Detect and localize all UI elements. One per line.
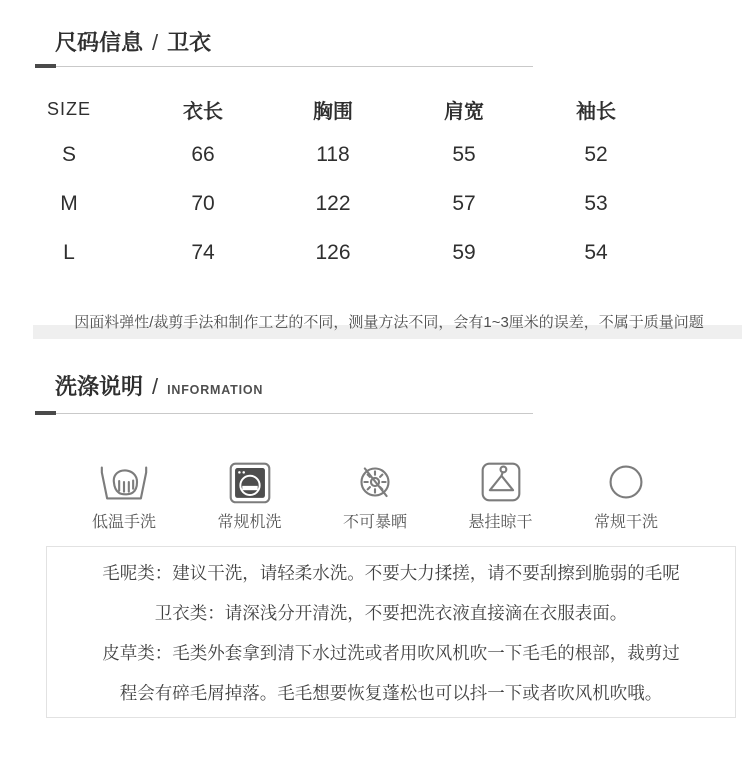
- size-title-sub: 卫衣: [167, 30, 212, 55]
- header-sleeve: 袖长: [576, 100, 616, 123]
- cell-value: 122: [315, 191, 351, 215]
- care-text-line: 毛呢类：建议干洗，请轻柔水洗。不要大力揉搓，请不要刮擦到脆弱的毛呢: [102, 563, 680, 583]
- wash-section-header: [55, 372, 750, 405]
- table-row: [0, 179, 750, 228]
- hang-dry-icon: [447, 455, 555, 509]
- underline-accent-block: [35, 64, 56, 68]
- dry-clean-icon: [572, 455, 680, 509]
- note-text: 因面料弹性/裁剪手法和制作工艺的不同，测量方法不同，会有1~3厘米的误差，不属于质量问题: [74, 314, 704, 331]
- care-icon-label: 不可暴晒: [342, 514, 407, 531]
- size-table-header-row: [0, 88, 750, 130]
- size-title-cn: 尺码信息: [55, 30, 144, 55]
- care-text-line: 皮草类：毛类外套拿到清下水过洗或者用吹风机吹一下毛毛的根部，裁剪过: [102, 643, 680, 663]
- care-icon-item: [572, 455, 680, 533]
- care-icon-label: 低温手洗: [91, 514, 156, 531]
- header-shoulder: 肩宽: [444, 100, 484, 123]
- title-separator: /: [152, 374, 159, 399]
- title-separator: /: [152, 30, 159, 55]
- cell-value: 74: [191, 240, 215, 264]
- cell-value: 70: [191, 191, 215, 215]
- no-sun-icon: [321, 455, 429, 509]
- cell-value: 126: [315, 240, 351, 264]
- wash-title-cn: 洗涤说明: [55, 374, 144, 399]
- underline-accent-block: [35, 411, 56, 415]
- care-icon-item: [196, 455, 304, 533]
- cell-value: 57: [452, 191, 476, 215]
- cell-value: 52: [584, 142, 608, 166]
- row-size-label: L: [63, 240, 75, 264]
- size-section-underline: [35, 64, 533, 68]
- care-icon-label: 悬挂晾干: [468, 514, 533, 531]
- care-icons-row: [70, 455, 680, 533]
- underline-thin-rule: [35, 66, 533, 67]
- hand-wash-icon: [70, 455, 178, 509]
- cell-value: 53: [584, 191, 608, 215]
- wash-title-en: INFORMATION: [167, 383, 264, 397]
- header-chest: 胸围: [313, 100, 353, 123]
- wash-section-underline: [35, 411, 533, 415]
- table-row: [0, 228, 750, 277]
- care-icon-label: 常规机洗: [217, 514, 282, 531]
- wash-section-title: [55, 372, 750, 405]
- header-garment-length: 衣长: [183, 100, 223, 123]
- care-instructions-box: [46, 546, 736, 718]
- row-size-label: S: [61, 142, 76, 166]
- cell-value: 54: [584, 240, 608, 264]
- machine-wash-icon: [196, 455, 304, 509]
- care-text-line: 程会有碎毛屑掉落。毛毛想要恢复蓬松也可以抖一下或者吹风机吹哦。: [119, 683, 663, 703]
- cell-value: 66: [191, 142, 215, 166]
- cell-value: 118: [316, 142, 350, 166]
- care-icon-label: 常规干洗: [593, 514, 658, 531]
- cell-value: 59: [452, 240, 476, 264]
- header-size: SIZE: [46, 98, 91, 119]
- care-icon-item: [321, 455, 429, 533]
- care-icon-item: [447, 455, 555, 533]
- care-icon-item: [70, 455, 178, 533]
- care-text-line: 卫衣类：请深浅分开清洗，不要把洗衣液直接滴在衣服表面。: [154, 603, 628, 623]
- underline-thin-rule: [35, 413, 533, 414]
- measurement-note: [33, 310, 745, 336]
- table-row: [0, 130, 750, 179]
- size-section-header: [55, 28, 750, 58]
- row-size-label: M: [60, 191, 78, 215]
- size-table: [0, 88, 750, 277]
- size-section-title: [55, 28, 750, 58]
- cell-value: 55: [452, 142, 476, 166]
